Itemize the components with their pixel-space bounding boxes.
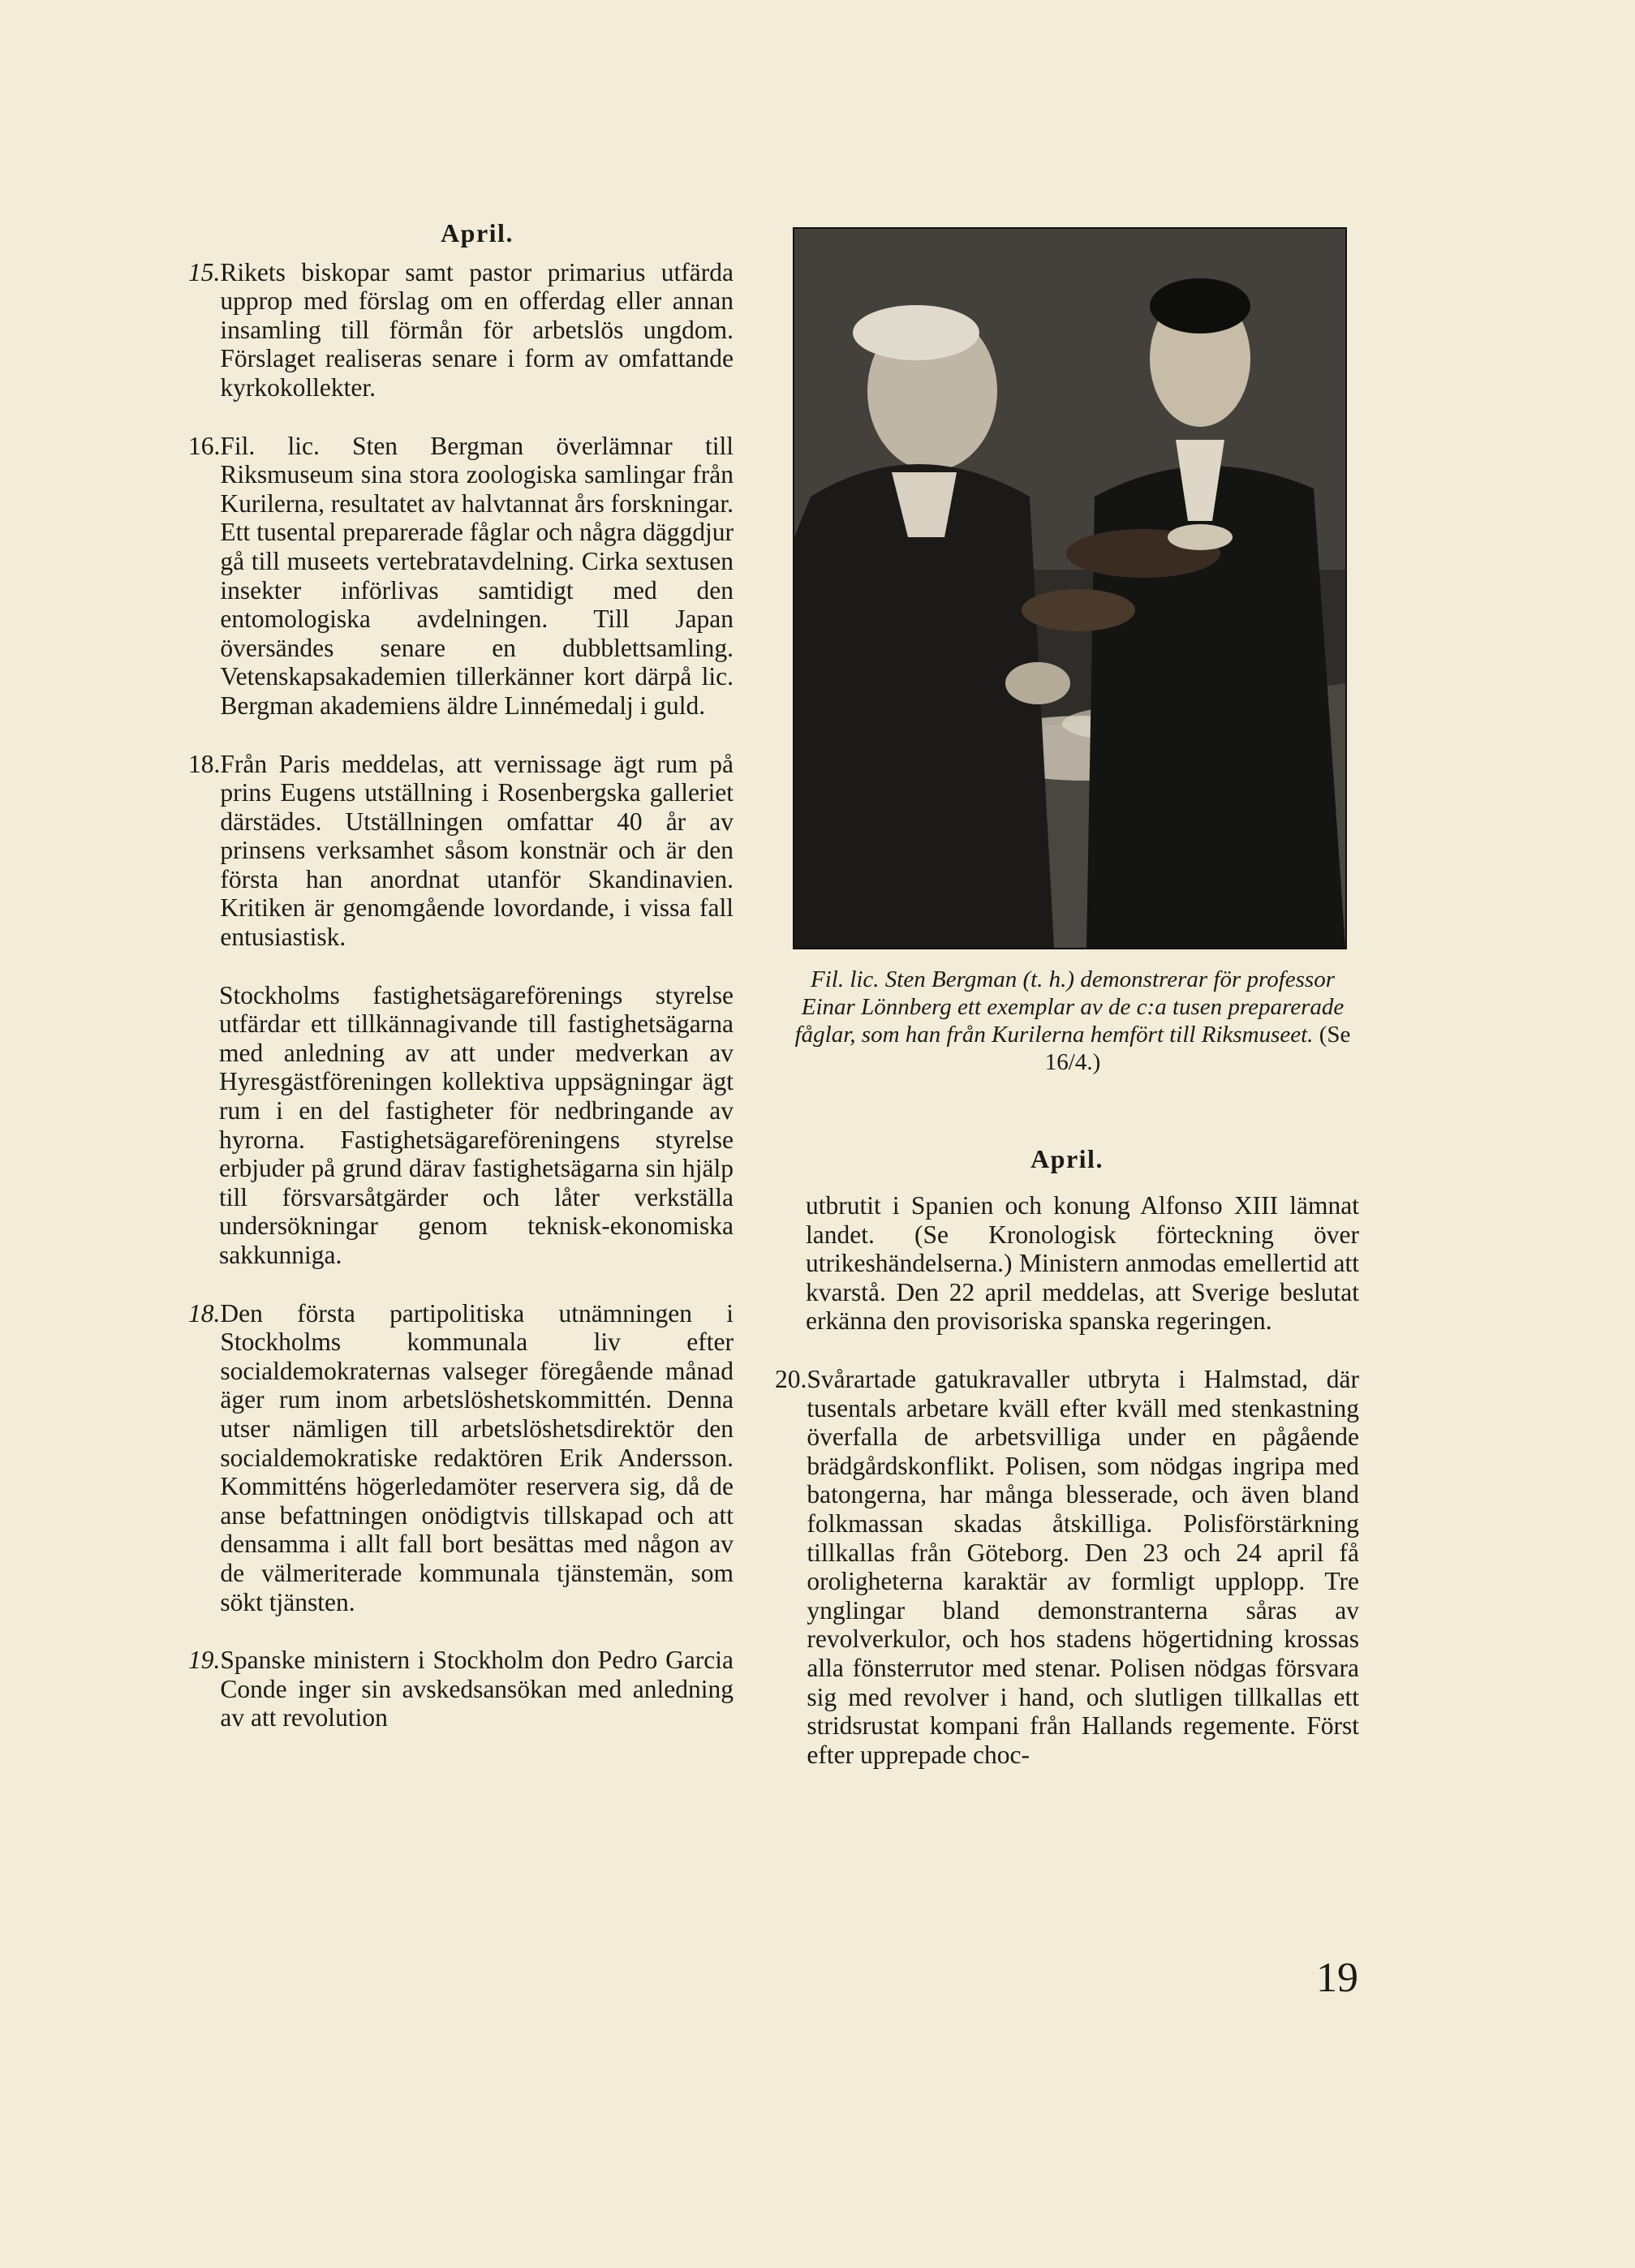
photograph — [793, 227, 1347, 949]
entry-text: Rikets biskopar samt pastor primarius utfärda upprop med förslag om en offerdag eller annan insamling till förmån för arbetslös ungdom. Förslaget realiseras senare i form av omfattande kyrkokollekter. — [220, 257, 734, 402]
month-heading: April. — [441, 218, 514, 247]
month-heading-right: April. — [1030, 1144, 1104, 1173]
right-column — [775, 1191, 1359, 1798]
left-column — [188, 219, 734, 1762]
photograph-scene — [794, 229, 1345, 948]
entry-18-paris — [188, 750, 734, 952]
entry-text: Spanske ministern i Stockholm don Pedro Garcia Conde inger sin avskedsansökan med anledning av att revolution — [220, 1646, 734, 1732]
entry-18-partipolitisk — [188, 1299, 734, 1617]
caption-reference: (Se 16/4.) — [1044, 1022, 1351, 1075]
photo-caption — [789, 966, 1357, 1076]
caption-text: Fil. lic. Sten Bergman (t. h.) demonstrerar för professor Einar Lönnberg ett exemplar av de c:a tusen preparerade fåglar, som han från Kurilerna hemfört till Riksmuseet. — [794, 966, 1345, 1048]
entry-date: 20. — [775, 1364, 807, 1393]
entry-text: Fil. lic. Sten Bergman överlämnar till Riksmuseum sina stora zoologiska samlingar från Kurilerna, resultatet av halvtannat års forskningar. Ett tusental preparerade fåglar och några däggdjur gå till museets vertebratavdelning. Cirka sextusen insekter införlivas samtidigt med den entomologiska avdelningen. Till Japan översändes senare en dubblettsamling. Vetenskapsakademien tillerkänner kort därpå lic. Bergman akademiens äldre Linnémedalj i guld. — [220, 431, 734, 720]
entry-20 — [775, 1365, 1359, 1769]
entry-15 — [188, 258, 734, 402]
continued-text: utbrutit i Spanien och konung Alfonso XIII lämnat landet. (Se Kronologisk förteckning över utrikeshändelserna.) Ministern anmodas emellertid att kvarstå. Den 22 april meddelas, att Sverige beslutat erkänna den provisoriska spanska regeringen. — [806, 1191, 1359, 1336]
page-number: 19 — [1316, 1955, 1358, 2001]
entry-19 — [188, 1646, 734, 1732]
entry-text: Den första partipolitiska utnämningen i Stockholms kommunala liv efter socialdemokraternas valseger föregående månad äger rum inom arbetslöshetskommittén. Denna utser nämligen till arbetslöshetsdirektör den socialdemokratiske redaktören Erik Andersson. Kommitténs högerledamöter reservera sig, då de anse befattningen onödigtvis tillskapad och att densamma i allt fall bort besättas med någon av de välmeriterade kommunala tjänstemän, som sökt tjänsten. — [220, 1298, 734, 1616]
entry-16 — [188, 432, 734, 721]
entry-text: Svårartade gatukravaller utbryta i Halmstad, där tusentals arbetare kväll efter kväll med stenkastning överfalla de arbetsvilliga under en pågående brädgårdskonflikt. Polisen, som nödgas ingripa med batongerna, har många blesserade, och även bland folkmassan skadas åtskilliga. Polisförstärkning tillkallas från Göteborg. Den 23 och 24 april få oroligheterna karaktär av formligt upplopp. Tre ynglingar bland demonstranterna såras av revolverkulor, och hos stadens högertidning krossas alla fönsterrutor med stenar. Polisen nödgas försvara sig med revolver i hand, och slutligen tillkallas ett stridsrustat kompani från Hallands regemente. Först efter upprepade choc- — [807, 1364, 1359, 1769]
entry-18-fastighet: Stockholms fastighetsägareförenings styrelse utfärdar ett tillkännagivande till fastighetsägarna med anledning av att under medverkan av Hyresgästföreningen kollektiva uppsägningar ägt rum i en del fastigheter för nedbringande av hyrorna. Fastighetsägareföreningens styrelse erbjuder på grund därav fastighetsägarna sin hjälp till försvarsåtgärder och låter verkställa undersökningar genom teknisk-ekonomiska sakkunniga. — [219, 980, 734, 1269]
entry-date: 15. — [188, 257, 221, 286]
entry-date: 19. — [188, 1646, 221, 1675]
entry-date: 16. — [188, 431, 221, 460]
entry-date: 18. — [188, 1298, 221, 1328]
entry-text: Från Paris meddelas, att vernissage ägt rum på prins Eugens utställning i Rosenbergska galleriet därstädes. Utställningen omfattar 40 år av prinsens verksamhet såsom konstnär och är den första han anordnat utanför Skandinavien. Kritiken är genomgående lovordande, i vissa fall entusiastisk. — [220, 749, 734, 952]
entry-date: 18. — [188, 749, 221, 778]
